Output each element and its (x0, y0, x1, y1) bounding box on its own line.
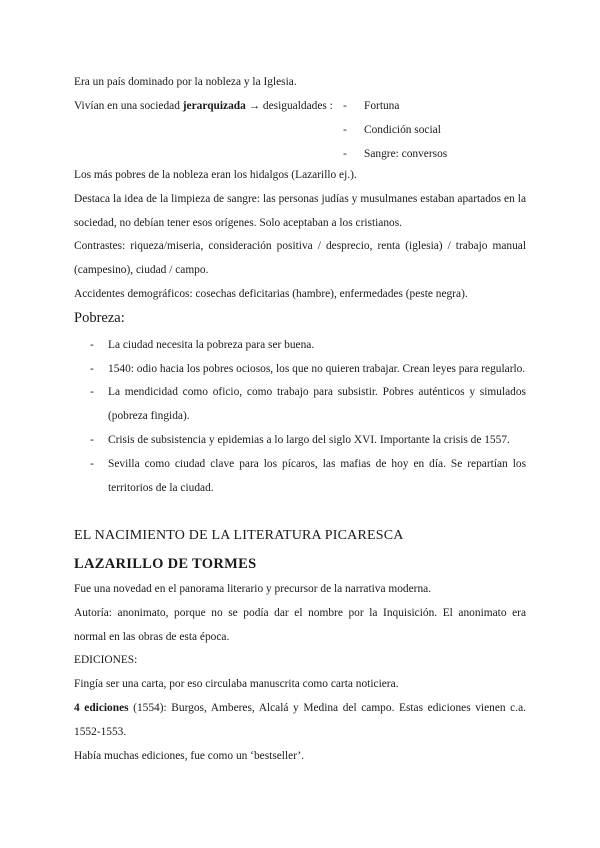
paragraph-contrastes-line2: (campesino), ciudad / campo. (74, 264, 209, 276)
list-dash: - (343, 100, 347, 112)
label-ediciones: EDICIONES: (74, 654, 138, 666)
list-dash: - (343, 124, 347, 136)
list-dash: - (343, 148, 347, 160)
ediciones-text: (1554): Burgos, Amberes, Alcalá y Medina del campo. Estas ediciones vienen c.a. (128, 702, 526, 714)
heading-pobreza: Pobreza: (74, 310, 125, 326)
paragraph-ediciones-line2: 1552-1553. (74, 726, 127, 738)
pobreza-bullet-line2: territorios de la ciudad. (108, 482, 214, 494)
heading-lazarillo: LAZARILLO DE TORMES (74, 556, 257, 572)
paragraph-ediciones-line1 (74, 701, 526, 715)
pobreza-bullet: La ciudad necesita la pobreza para ser buena. (108, 339, 315, 351)
paragraph-hidalgos: Los más pobres de la nobleza eran los hidalgos (Lazarillo ej.). (74, 169, 357, 181)
paragraph-autoria-line1: Autoría: anonimato, porque no se podía dar el nombre por la Inquisición. El anonimato era (74, 607, 526, 619)
paragraph-novedad: Fue una novedad en el panorama literario y precursor de la narrativa moderna. (74, 583, 432, 595)
paragraph-bestseller: Había muchas ediciones, fue como un ‘bestseller’. (74, 750, 305, 762)
paragraph-carta: Fingía ser una carta, por eso circulaba manuscrita como carta noticiera. (74, 678, 399, 690)
pobreza-bullet: 1540: odio hacia los pobres ociosos, los que no quieren trabajar. Crean leyes para regularlo. (108, 363, 526, 375)
pobreza-bullet-line1: La mendicidad como oficio, como trabajo para subsistir. Pobres auténticos y simulados (108, 386, 526, 398)
pobreza-bullet-line2: (pobreza fingida). (108, 410, 190, 422)
jerarquizada-bold: jerarquizada (182, 100, 246, 112)
bullet-dash: - (90, 458, 94, 470)
paragraph-limpieza-line1: Destaca la idea de la limpieza de sangre: las personas judías y musulmanes estaban apartados en la (74, 193, 526, 205)
bullet-dash: - (90, 434, 94, 446)
bullet-dash: - (90, 363, 94, 375)
jerarquizada-post: → desigualdades : (245, 100, 333, 112)
desigualdad-item: Fortuna (364, 100, 400, 112)
paragraph-autoria-line2: normal en las obras de esta época. (74, 631, 230, 643)
paragraph-jerarquizada (74, 99, 526, 113)
section-title: EL NACIMIENTO DE LA LITERATURA PICARESCA (74, 528, 404, 543)
desigualdad-item: Sangre: conversos (364, 148, 448, 160)
paragraph-nobleza: Era un país dominado por la nobleza y la Iglesia. (74, 76, 297, 88)
paragraph-limpieza-line2: sociedad, no debían tener esos orígenes. Solo aceptaban a los cristianos. (74, 217, 403, 229)
bullet-dash: - (90, 339, 94, 351)
ediciones-bold: 4 ediciones (74, 702, 129, 714)
paragraph-accidentes: Accidentes demográficos: cosechas deficitarias (hambre), enfermedades (peste negra). (74, 288, 468, 300)
jerarquizada-pre: Vivían en una sociedad (74, 100, 183, 112)
pobreza-bullet-line1: Sevilla como ciudad clave para los pícaros, las mafias de hoy en día. Se repartían los (108, 458, 526, 470)
bullet-dash: - (90, 386, 94, 398)
pobreza-bullet: Crisis de subsistencia y epidemias a lo largo del siglo XVI. Importante la crisis de 1557. (108, 434, 510, 446)
paragraph-contrastes-line1: Contrastes: riqueza/miseria, consideración positiva / desprecio, renta (iglesia) / trabajo manual (74, 240, 526, 252)
desigualdad-item: Condición social (364, 124, 441, 136)
